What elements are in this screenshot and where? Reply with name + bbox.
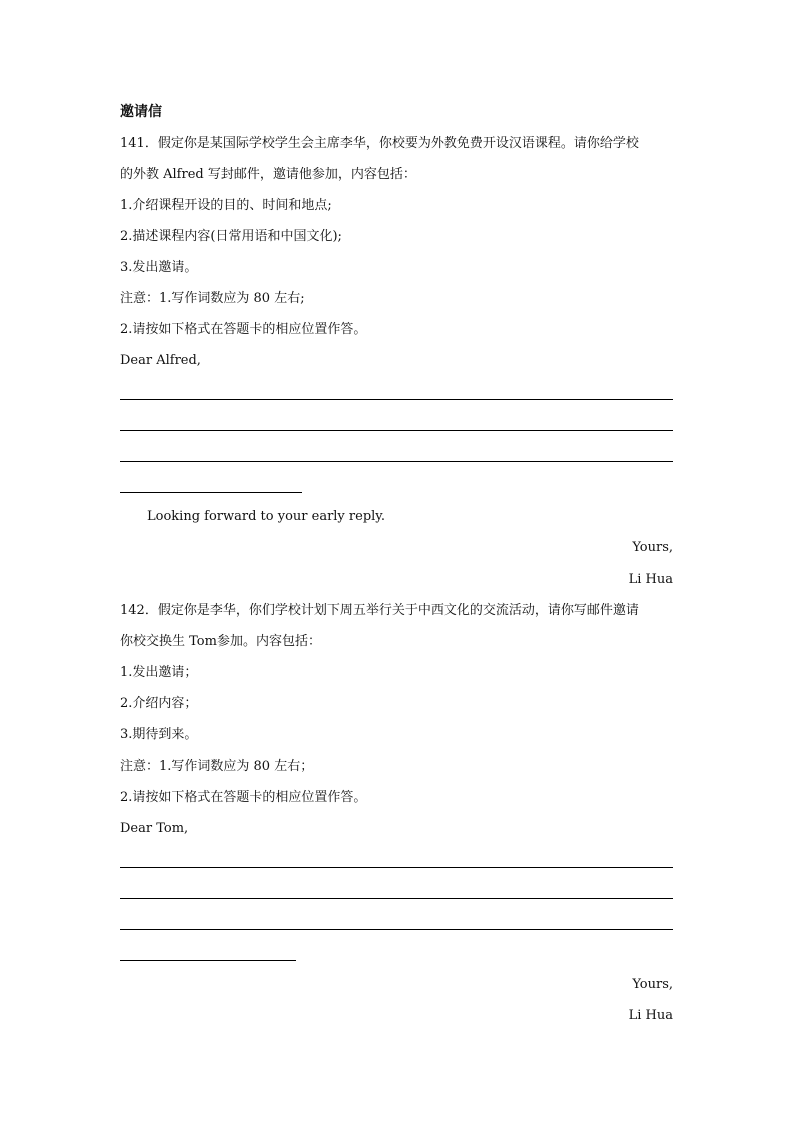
q142-note-2: 2.请按如下格式在答题卡的相应位置作答。 — [120, 790, 367, 805]
q142-prompt-line-1: 142．假定你是李华，你们学校计划下周五举行关于中西文化的交流活动，请你写邮件邀请 — [120, 603, 639, 618]
q141-note-2: 2.请按如下格式在答题卡的相应位置作答。 — [120, 322, 367, 337]
q141-note-1: 注意：1.写作词数应为 80 左右; — [120, 291, 305, 306]
q142-answer-line-3 — [120, 929, 673, 930]
q141-answer-line-1 — [120, 399, 673, 400]
q141-prompt-line-1: 141．假定你是某国际学校学生会主席李华，你校要为外教免费开设汉语课程。请你给学校 — [120, 136, 639, 151]
q142-signature: Li Hua — [628, 1008, 673, 1023]
q141-point-2: 2.描述课程内容(日常用语和中国文化); — [120, 229, 342, 244]
q142-note-1: 注意：1.写作词数应为 80 左右； — [120, 759, 314, 774]
q141-signoff: Yours, — [632, 540, 673, 555]
q142-signoff: Yours, — [632, 977, 673, 992]
q142-point-1: 1.发出邀请； — [120, 665, 198, 680]
q142-answer-line-2 — [120, 898, 673, 899]
q141-prompt-line-2: 的外教 Alfred 写封邮件，邀请他参加，内容包括： — [120, 167, 416, 182]
q141-answer-line-3 — [120, 461, 673, 462]
q142-point-3: 3.期待到来。 — [120, 727, 198, 742]
q141-signature: Li Hua — [628, 572, 673, 587]
section-title: 邀请信 — [120, 104, 162, 120]
q141-point-1: 1.介绍课程开设的目的、时间和地点; — [120, 198, 332, 213]
q142-point-2: 2.介绍内容； — [120, 696, 198, 711]
q142-answer-line-4 — [120, 960, 296, 961]
q141-answer-line-2 — [120, 430, 673, 431]
q141-closing-line: Looking forward to your early reply. — [147, 509, 386, 524]
q142-answer-line-1 — [120, 867, 673, 868]
q141-salutation: Dear Alfred, — [120, 353, 201, 368]
q141-answer-line-4 — [120, 492, 302, 493]
q141-point-3: 3.发出邀请。 — [120, 260, 198, 275]
q142-prompt-line-2: 你校交换生 Tom参加。内容包括： — [120, 634, 321, 649]
q142-salutation: Dear Tom, — [120, 821, 189, 836]
